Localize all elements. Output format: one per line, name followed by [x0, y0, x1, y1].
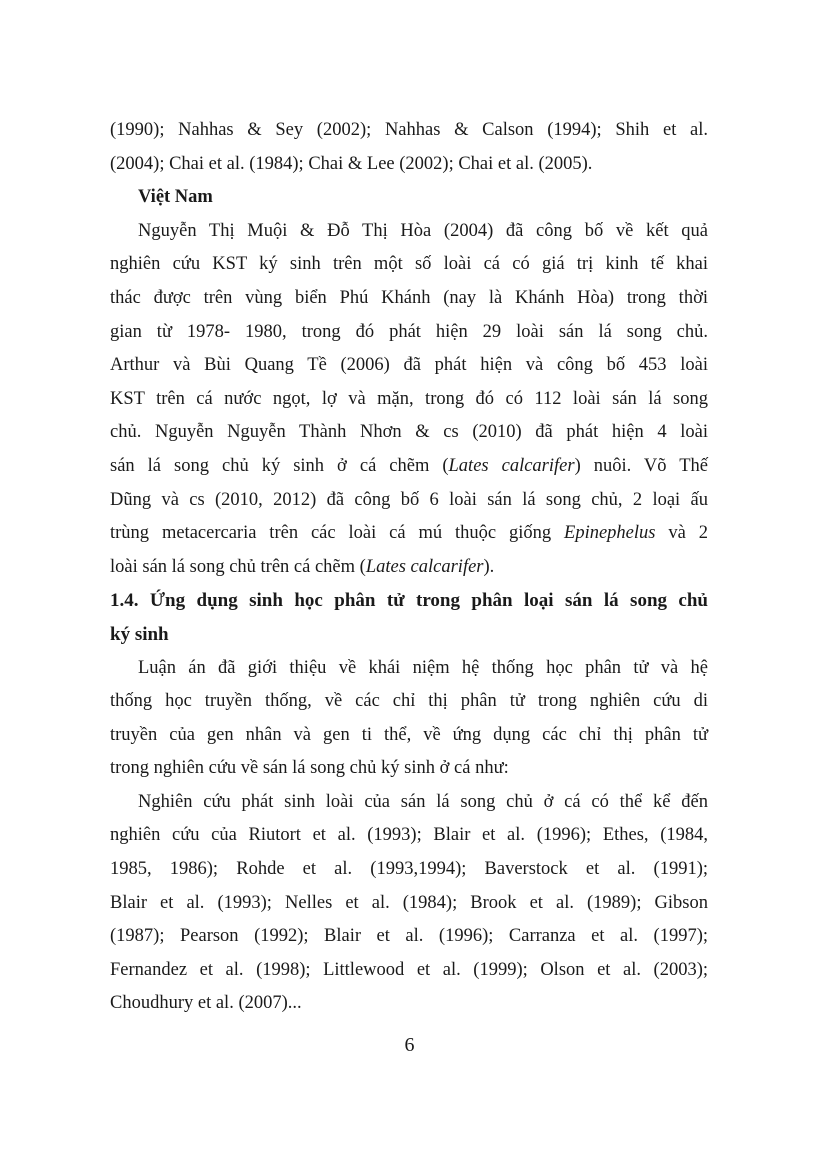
- paragraph-phylogeny-studies: [110, 786, 708, 1021]
- heading-line: 1.4. Ứng dụng sinh học phân tử trong phân loại sán lá song chủ: [110, 590, 708, 612]
- text-line: [110, 551, 708, 585]
- text-line: nghiên cứu của Riutort et al. (1993); Blair et al. (1996); Ethes, (1984,: [110, 825, 708, 846]
- text-line: Nguyễn Thị Muội & Đỗ Thị Hòa (2004) đã công bố về kết quả: [138, 220, 708, 241]
- text-line: Choudhury et al. (2007)...: [110, 993, 302, 1014]
- text-span: ) nuôi. Võ Thế: [574, 455, 708, 476]
- text-line: Luận án đã giới thiệu về khái niệm hệ thống học phân tử và hệ: [138, 657, 708, 678]
- text-span: trùng metacercaria trên các loài cá mú thuộc giống: [110, 523, 565, 544]
- text-line: Blair et al. (1993); Nelles et al. (1984); Brook et al. (1989); Gibson: [110, 892, 708, 913]
- text-line: gian từ 1978- 1980, trong đó phát hiện 29 loài sán lá song chủ.: [110, 321, 708, 342]
- text-line: (1987); Pearson (1992); Blair et al. (1996); Carranza et al. (1997);: [110, 926, 708, 947]
- species-name-italic: Lates calcarifer: [448, 455, 575, 476]
- text-line: trong nghiên cứu về sán lá song chủ ký sinh ở cá như:: [110, 758, 509, 779]
- text-line: [110, 450, 708, 484]
- text-line: Dũng và cs (2010, 2012) đã công bố 6 loài sán lá song chủ, 2 loại ấu: [110, 489, 708, 510]
- text-span: loài sán lá song chủ trên cá chẽm (: [110, 556, 366, 577]
- species-name-italic: Lates calcarifer: [365, 556, 484, 577]
- subheading-vietnam: Việt Nam: [138, 187, 213, 208]
- document-page: [110, 114, 708, 1021]
- text-span: ).: [483, 556, 495, 577]
- text-line: KST trên cá nước ngọt, lợ và mặn, trong đó có 112 loài sán lá song: [110, 388, 708, 409]
- text-line: truyền của gen nhân và gen ti thể, về ứng dụng các chỉ thị phân tử: [110, 724, 708, 745]
- paragraph-thesis-intro: [110, 652, 708, 786]
- text-span: và 2: [655, 523, 708, 544]
- text-span: sán lá song chủ ký sinh ở cá chẽm (: [110, 455, 449, 476]
- genus-name-italic: Epinephelus: [564, 523, 656, 544]
- section-heading-1-4: [110, 584, 708, 651]
- text-line: Nghiên cứu phát sinh loài của sán lá song chủ ở cá có thể kể đến: [138, 791, 708, 812]
- text-line: (2004); Chai et al. (1984); Chai & Lee (2002); Chai et al. (2005).: [110, 153, 593, 174]
- text-line: Fernandez et al. (1998); Littlewood et al. (1999); Olson et al. (2003);: [110, 959, 708, 980]
- text-line: thống học truyền thống, về các chỉ thị phân tử trong nghiên cứu di: [110, 691, 708, 712]
- text-line: Arthur và Bùi Quang Tề (2006) đã phát hiện và công bố 453 loài: [110, 355, 708, 376]
- text-line: nghiên cứu KST ký sinh trên một số loài cá có giá trị kinh tế khai: [110, 254, 708, 275]
- text-line: 1985, 1986); Rohde et al. (1993,1994); Baverstock et al. (1991);: [110, 859, 708, 880]
- page-number: 6: [404, 1034, 415, 1056]
- heading-line: ký sinh: [110, 623, 169, 645]
- text-line: [110, 517, 708, 551]
- text-line: (1990); Nahhas & Sey (2002); Nahhas & Calson (1994); Shih et al.: [110, 120, 708, 140]
- paragraph-vietnam-studies: [110, 215, 708, 585]
- text-line: thác được trên vùng biển Phú Khánh (nay là Khánh Hòa) trong thời: [110, 287, 708, 308]
- text-line: chủ. Nguyễn Nguyễn Thành Nhơn & cs (2010) đã phát hiện 4 loài: [110, 422, 708, 443]
- paragraph-citations-continued: [110, 114, 708, 181]
